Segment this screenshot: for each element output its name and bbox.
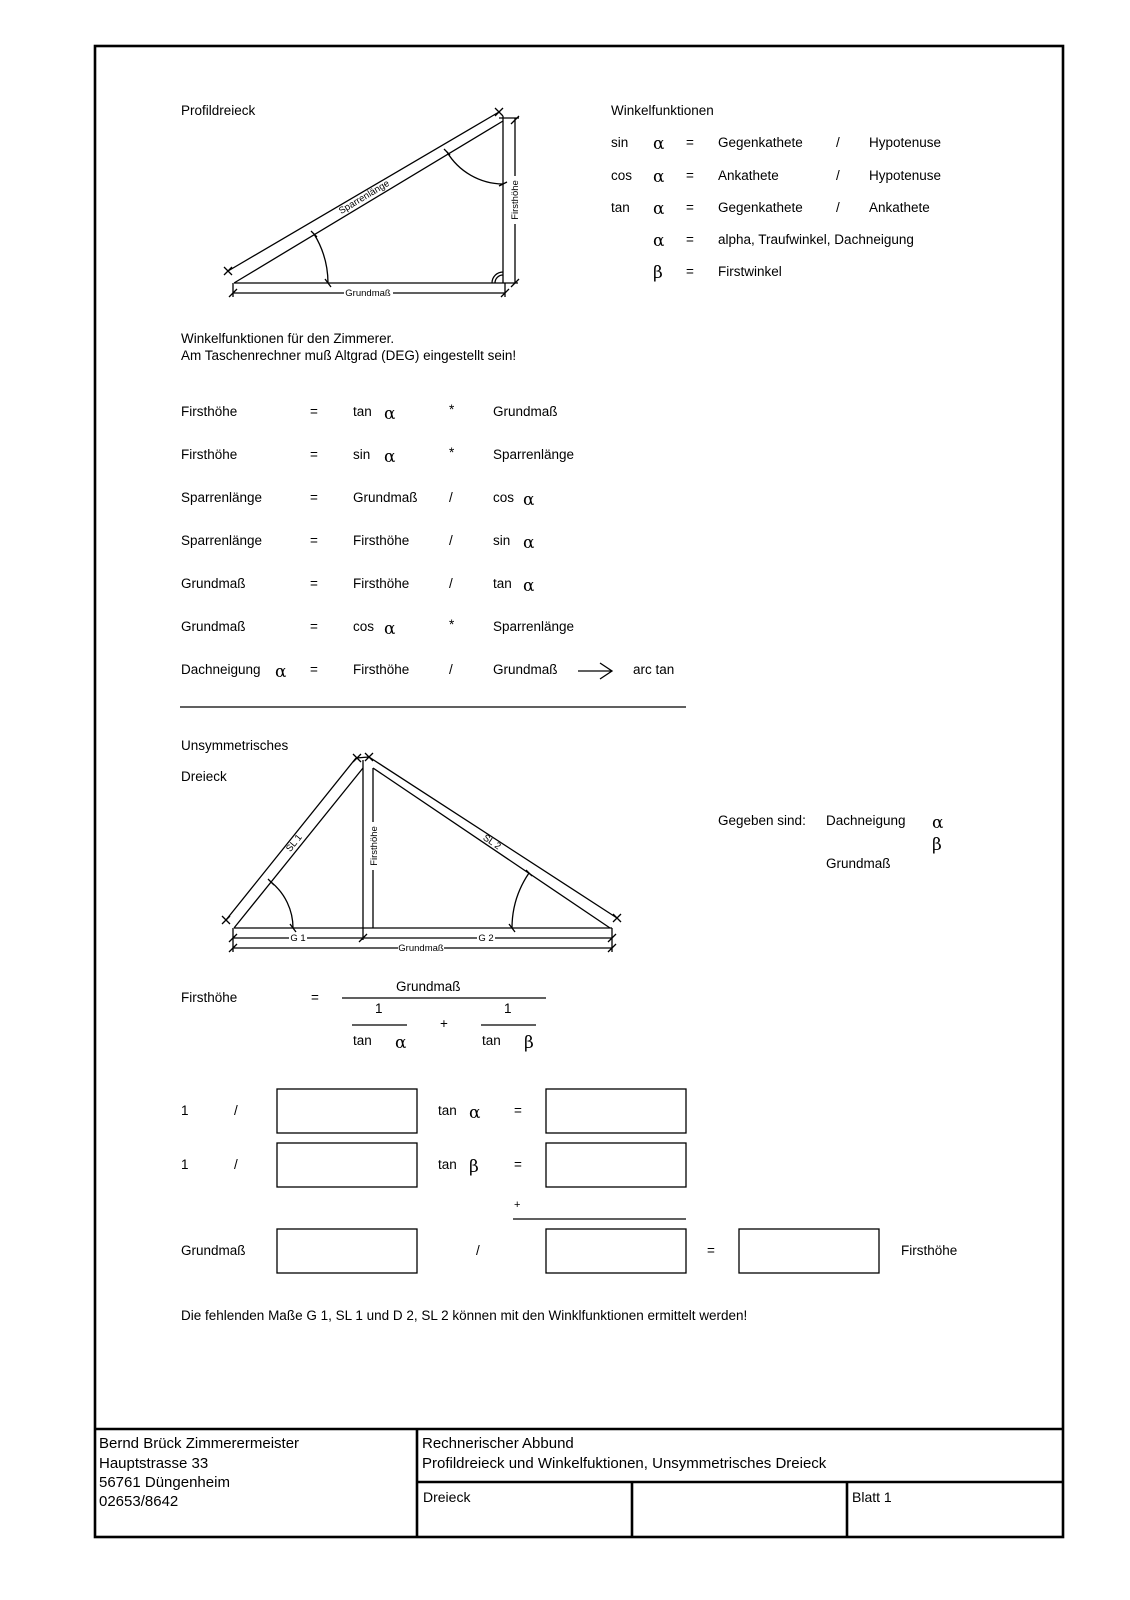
one: 1 <box>181 1157 189 1172</box>
alpha-symbol: α <box>653 134 665 154</box>
worksheet-boxes <box>277 1089 879 1273</box>
formula-term-1: Firsthöhe <box>353 533 410 548</box>
intro-line-2: Am Taschenrechner muß Altgrad (DEG) eingestellt sein! <box>181 348 517 363</box>
equals-sign: = <box>514 1103 522 1118</box>
alpha-angle-arc <box>314 234 328 283</box>
alpha-symbol: α <box>932 813 944 833</box>
formula-term-2: sin <box>493 533 511 548</box>
alpha-symbol: α <box>384 404 396 424</box>
beta-symbol: β <box>524 1033 534 1053</box>
division-sign: / <box>476 1243 480 1258</box>
formula-lhs: Grundmaß <box>181 576 246 591</box>
footnote: Die fehlenden Maße G 1, SL 1 und D 2, SL 2 können mit den Winklfunktionen ermittelt werden! <box>181 1308 748 1323</box>
right-base-label: G 2 <box>478 933 494 944</box>
company-name: Bernd Brück Zimmerermeister <box>99 1435 300 1452</box>
alpha-symbol: α <box>469 1103 481 1123</box>
equals-sign: = <box>310 533 318 548</box>
company-phone: 02653/8642 <box>99 1493 179 1510</box>
answer-box-row1-right <box>546 1089 686 1133</box>
equals-sign: = <box>310 576 318 591</box>
formula-term-1: tan <box>353 404 372 419</box>
division-sign: / <box>836 200 840 215</box>
trig-numerator: Gegenkathete <box>718 200 803 215</box>
alpha-symbol: α <box>275 662 287 682</box>
answer-box-row2-left <box>277 1143 417 1187</box>
dimension-ticks <box>222 753 621 952</box>
division-sign: / <box>234 1157 238 1172</box>
profile-triangle-title: Profildreieck <box>181 103 256 118</box>
beta-definition: Firstwinkel <box>718 264 782 279</box>
alpha-symbol: α <box>653 167 665 187</box>
formula-lhs: Firsthöhe <box>181 404 238 419</box>
given-label: Gegeben sind: <box>718 813 806 828</box>
left-rafter-label: SL 1 <box>284 832 305 855</box>
total-base-label: Grundmaß <box>398 943 444 954</box>
right-angle-arc <box>512 873 529 928</box>
alpha-symbol: α <box>384 619 396 639</box>
formula-lhs: Firsthöhe <box>181 447 238 462</box>
tan-fn: tan <box>438 1103 457 1118</box>
rafter-bottom-edge <box>234 121 503 283</box>
equals-sign: = <box>310 490 318 505</box>
equals-sign: = <box>311 990 319 1005</box>
division-sign: / <box>234 1103 238 1118</box>
equals-sign: = <box>686 168 694 183</box>
division-sign: / <box>449 533 453 548</box>
left-angle-arc <box>271 882 293 928</box>
equals-sign: = <box>686 200 694 215</box>
trig-fn: tan <box>611 200 630 215</box>
formula-lhs: Firsthöhe <box>181 990 238 1005</box>
trig-denominator: Hypotenuse <box>869 168 942 183</box>
plus-sign: + <box>440 1016 448 1031</box>
formula-term-1: cos <box>353 619 375 634</box>
given-item-base: Grundmaß <box>826 856 891 871</box>
equals-sign: = <box>707 1243 715 1258</box>
equals-sign: = <box>686 232 694 247</box>
formula-term-2: Sparrenlänge <box>493 447 575 462</box>
one: 1 <box>181 1103 189 1118</box>
profile-triangle-diagram <box>224 108 521 299</box>
beta-fraction-fn: tan <box>482 1033 501 1048</box>
answer-box-grundmass <box>277 1229 417 1273</box>
division-sign: / <box>449 662 453 677</box>
formula-term-2: tan <box>493 576 512 591</box>
equals-sign: = <box>310 662 318 677</box>
equals-sign: = <box>686 264 694 279</box>
trig-functions-title: Winkelfunktionen <box>611 103 714 118</box>
alpha-fraction-fn: tan <box>353 1033 372 1048</box>
alpha-symbol: α <box>384 447 396 467</box>
trig-fn: sin <box>611 135 629 150</box>
formula-term-1: Grundmaß <box>353 490 418 505</box>
division-sign: / <box>836 135 840 150</box>
intro-line-1: Winkelfunktionen für den Zimmerer. <box>181 331 395 346</box>
alpha-symbol: α <box>523 576 535 596</box>
tan-fn: tan <box>438 1157 457 1172</box>
beta-angle-arc <box>447 152 503 184</box>
alpha-symbol: α <box>653 199 665 219</box>
multiply-sign: * <box>449 617 455 632</box>
alpha-definition: alpha, Traufwinkel, Dachneigung <box>718 232 914 247</box>
division-sign: / <box>449 576 453 591</box>
formula-lhs: Dachneigung <box>181 662 261 677</box>
formula-term-2: cos <box>493 490 515 505</box>
right-rafter-label: SL 2 <box>480 832 503 853</box>
company-street: Hauptstrasse 33 <box>99 1455 209 1472</box>
asym-triangle-title-line-2: Dreieck <box>181 769 227 784</box>
sum-sign: + <box>514 1199 521 1211</box>
answer-box-sum <box>546 1229 686 1273</box>
base-length-label: Grundmaß <box>345 288 391 299</box>
result-label: Firsthöhe <box>901 1243 958 1258</box>
formula-lhs: Sparrenlänge <box>181 490 263 505</box>
ridge-height-label: Firsthöhe <box>369 826 380 866</box>
alpha-symbol: α <box>395 1033 407 1053</box>
right-angle-marker <box>492 272 503 283</box>
fraction-numerator: Grundmaß <box>396 979 461 994</box>
answer-box-row1-left <box>277 1089 417 1133</box>
trig-numerator: Ankathete <box>718 168 779 183</box>
drawing-subject: Rechnerischer Abbund <box>422 1435 574 1452</box>
beta-symbol: β <box>932 835 942 855</box>
company-city: 56761 Düngenheim <box>99 1474 230 1491</box>
multiply-sign: * <box>449 402 455 417</box>
equals-sign: = <box>310 619 318 634</box>
alpha-fraction-numerator: 1 <box>375 1001 383 1016</box>
drawing-description: Profildreieck und Winkelfuktionen, Unsymmetrisches Dreieck <box>422 1455 827 1472</box>
equals-sign: = <box>686 135 694 150</box>
division-sign: / <box>449 490 453 505</box>
trig-fn: cos <box>611 168 633 183</box>
trig-denominator: Hypotenuse <box>869 135 942 150</box>
trig-denominator: Ankathete <box>869 200 930 215</box>
given-item-roof-pitch: Dachneigung <box>826 813 906 828</box>
asym-triangle-diagram <box>222 753 621 954</box>
left-base-label: G 1 <box>290 933 306 944</box>
ridge-height-label: Firsthöhe <box>510 180 521 220</box>
formula-term-1: Firsthöhe <box>353 662 410 677</box>
beta-symbol: β <box>469 1157 479 1177</box>
arrow-icon <box>578 663 612 679</box>
equals-sign: = <box>310 404 318 419</box>
asym-triangle-title-line-1: Unsymmetrisches <box>181 738 289 753</box>
beta-symbol: β <box>653 263 663 283</box>
equals-sign: = <box>310 447 318 462</box>
base-label: Grundmaß <box>181 1243 246 1258</box>
left-rafter-inner-edge <box>234 768 363 928</box>
equals-sign: = <box>514 1157 522 1172</box>
formula-term-2: Sparrenlänge <box>493 619 575 634</box>
sheet-number: Blatt 1 <box>852 1489 892 1505</box>
formula-lhs: Sparrenlänge <box>181 533 263 548</box>
rafter-length-label: Sparrenlänge <box>336 178 392 217</box>
formula-term-2: Grundmaß <box>493 662 558 677</box>
alpha-symbol: α <box>523 490 535 510</box>
formula-term-1: Firsthöhe <box>353 576 410 591</box>
formula-term-2: Grundmaß <box>493 404 558 419</box>
division-sign: / <box>836 168 840 183</box>
trig-numerator: Gegenkathete <box>718 135 803 150</box>
drawing-name: Dreieck <box>423 1489 471 1505</box>
multiply-sign: * <box>449 445 455 460</box>
alpha-symbol: α <box>653 231 665 251</box>
beta-fraction-numerator: 1 <box>504 1001 512 1016</box>
formula-lhs: Grundmaß <box>181 619 246 634</box>
dimension-ticks <box>224 108 519 297</box>
answer-box-row2-right <box>546 1143 686 1187</box>
answer-box-firsthoehe <box>739 1229 879 1273</box>
alpha-symbol: α <box>523 533 535 553</box>
formula-term-1: sin <box>353 447 371 462</box>
formula-result: arc tan <box>633 662 675 677</box>
